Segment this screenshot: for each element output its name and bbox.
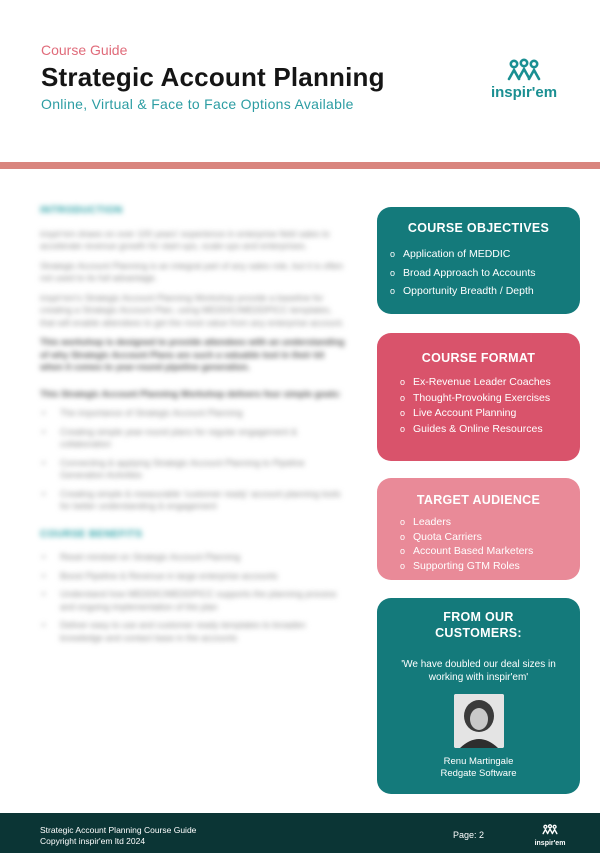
intro-paragraph: Strategic Account Planning is an integral part of any sales role, but it is often not used to its full advantage.	[40, 260, 344, 283]
intro-paragraph: This workshop is designed to provide attendees with an understanding of why Strategic Account Plans are such a valuable tool in their kit when it comes to year-round pipeline generation.	[40, 337, 345, 372]
logo-text: inspir'em	[490, 84, 558, 101]
customers-heading: FROM OUR CUSTOMERS:	[435, 610, 522, 640]
list-item: o Guides & Online Resources	[387, 422, 580, 438]
header-divider	[0, 162, 600, 169]
customer-photo	[454, 694, 504, 748]
footer-copyright: Copyright inspir'em ltd 2024	[40, 836, 146, 846]
list-item: • Reset mindset on Strategic Account Planning	[40, 551, 345, 564]
course-objectives-card	[377, 207, 580, 314]
customer-testimonial-card	[377, 598, 580, 794]
list-item: • Creating simple & measurable 'customer ready' account planning tools for better understanding & engagement	[40, 488, 345, 513]
page-title: Strategic Account Planning	[41, 62, 385, 92]
list-item: o Thought-Provoking Exercises	[387, 391, 580, 407]
brand-logo	[480, 58, 568, 101]
list-item: o Broad Approach to Accounts	[377, 266, 580, 282]
list-item: o Account Based Marketers	[387, 544, 580, 559]
page-number: Page: 2	[453, 830, 485, 840]
list-item: • Creating simple year-round plans for regular engagement & collaboration	[40, 426, 345, 451]
testimonial-quote: 'We have doubled our deal sizes in working with inspir'em'	[401, 659, 556, 683]
list-item: • Connecting & applying Strategic Account Planning to Pipeline Generation Activities	[40, 457, 345, 482]
list-item: o Live Account Planning	[387, 406, 580, 422]
intro-column	[40, 205, 345, 660]
list-item: o Ex-Revenue Leader Coaches	[387, 375, 580, 391]
goals-list	[40, 407, 345, 513]
intro-lead: This Strategic Account Planning Workshop delivers four simple goals:	[40, 388, 342, 399]
list-item: o Leaders	[387, 515, 580, 530]
objectives-heading: COURSE OBJECTIVES	[407, 221, 550, 235]
page-subtitle: Online, Virtual & Face to Face Options Available	[41, 96, 354, 112]
target-audience-card	[377, 478, 580, 580]
audience-heading: TARGET AUDIENCE	[416, 493, 541, 507]
benefits-heading: COURSE BENEFITS	[40, 528, 143, 540]
three-people-icon	[542, 824, 558, 835]
customer-name: Renu Martingale	[443, 756, 514, 767]
intro-heading: INTRODUCTION	[40, 205, 123, 216]
footer-logo	[530, 822, 570, 847]
customer-company: Redgate Software	[440, 768, 517, 779]
list-item: o Opportunity Breadth / Depth	[377, 284, 580, 300]
list-item: o Application of MEDDIC	[377, 247, 580, 263]
list-item: o Supporting GTM Roles	[387, 559, 580, 574]
list-item: o Quota Carriers	[387, 530, 580, 545]
audience-list	[377, 515, 580, 573]
footer-logo-text: inspir'em	[534, 840, 566, 847]
guide-label: Course Guide	[41, 42, 128, 58]
list-item: • Deliver easy to use and customer ready templates to broaden knowledge and contact base in the accounts	[40, 619, 345, 644]
person-portrait-icon	[454, 694, 504, 748]
format-list	[377, 375, 580, 437]
list-item: • Boost Pipeline & Revenue in large enterprise accounts	[40, 570, 345, 583]
footer-doc-title: Strategic Account Planning Course Guide	[40, 825, 197, 835]
three-people-icon	[507, 58, 541, 82]
intro-paragraph: inspir'em's Strategic Account Planning Workshop provide a baseline for creating a Strategic Account Plan, using MEDDIC/MEDDPICC templates, that will enable attendees to get the most value from any enterprise account.	[40, 292, 345, 328]
intro-paragraph: inspir'em draws on over 100 years' experience in enterprise field sales to accelerate revenue growth for start-ups, scale-ups and enterprises.	[40, 228, 330, 251]
list-item: • The importance of Strategic Account Planning	[40, 407, 345, 420]
course-format-card	[377, 333, 580, 461]
objectives-list	[377, 247, 580, 300]
list-item: • Understand how MEDDIC/MEDDPICC supports the planning process and ongoing implementation of the plan	[40, 588, 345, 613]
page-footer	[0, 813, 600, 853]
benefits-list	[40, 551, 345, 644]
format-heading: COURSE FORMAT	[421, 351, 536, 365]
